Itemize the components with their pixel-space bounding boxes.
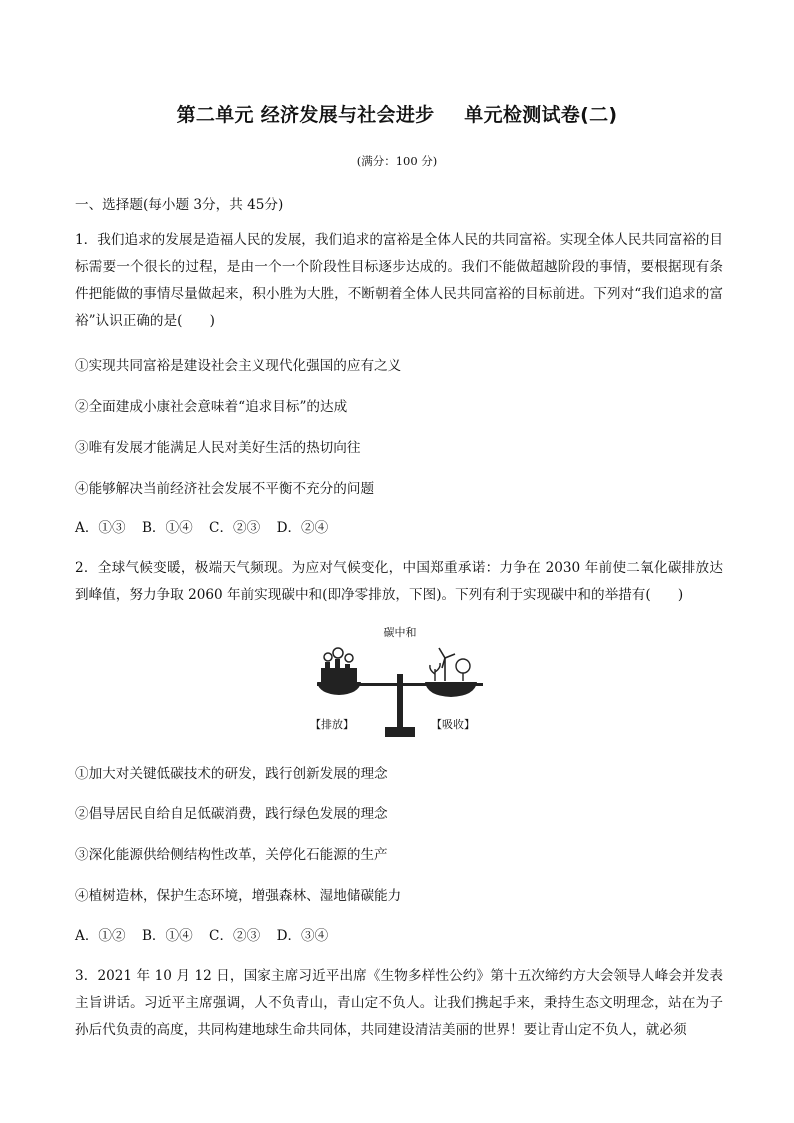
question-2-option: ③深化能源供给侧结构性改革，关停化石能源的生产 [75,847,388,863]
question-1-option: ④能够解决当前经济社会发展不平衡不充分的问题 [75,481,375,497]
wind-turbine-icon [439,648,455,681]
page-title [0,100,794,127]
question-2-choices [75,924,723,944]
full-score: (满分：100 分) [356,154,438,168]
absorption-label: 【吸收】 [431,718,475,731]
question-2-option: ④植树造林，保护生态环境，增强森林、湿地储碳能力 [75,888,402,904]
tree-icon [456,659,470,681]
choice-c: C．②③ [209,520,261,536]
choice-d: D．③④ [276,928,329,944]
choice-b: B．①④ [141,520,193,536]
figure-caption: 碳中和 [383,626,417,639]
plant-icon [430,663,440,681]
choice-a: A．①② [75,928,126,944]
title-test: 单元检测试卷(二) [464,104,618,126]
question-1-choices [75,516,723,536]
question-3-stem: 3．2021 年 10 月 12 日，国家主席习近平出席《生物多样性公约》第十五次缔约方大会领导人峰会并发表主旨讲话。习近平主席强调，人不负青山，青山定不负人。让我们携起手来，秉持生态文明理念，站在为子孙后代负责的高度，共同构建地球生命共同体，共同建设清洁美丽的世界！要让青山定不负人，就必须 [75,968,723,1038]
choice-b: B．①④ [141,928,193,944]
question-1-option: ③唯有发展才能满足人民对美好生活的热切向往 [75,440,361,456]
factory-icon [321,648,357,682]
right-bowl [425,682,477,697]
question-1-option: ①实现共同富裕是建设社会主义现代化强国的应有之义 [75,358,402,374]
emission-label: 【排放】 [310,718,354,731]
section-heading: 一、选择题(每小题 3分，共 45分) [75,197,284,213]
question-2-stem: 2．全球气候变暖，极端天气频现。为应对气候变化，中国郑重承诺：力争在 2030 年前使二氧化碳排放达到峰值，努力争取 2060 年前实现碳中和(即净零排放，下图)。下列有利于实现碳中和的举措有( ) [75,560,723,603]
question-2-option: ②倡导居民自给自足低碳消费，践行绿色发展的理念 [75,806,388,822]
choice-d: D．②④ [276,520,329,536]
choice-a: A．①③ [75,520,126,536]
question-1-option: ②全面建成小康社会意味着“追求目标”的达成 [75,399,348,415]
title-topic: 经济发展与社会进步 [260,104,435,126]
question-2-option: ①加大对关键低碳技术的研发，践行创新发展的理念 [75,766,388,782]
choice-c: C．②③ [209,928,261,944]
question-1-stem: 1．我们追求的发展是造福人民的发展，我们追求的富裕是全体人民的共同富裕。实现全体人民共同富裕的目标需要一个很长的过程，是由一个一个阶段性目标逐步达成的。我们不能做超越阶段的事情，要根据现有条件把能做的事情尽量做起来，积小胜为大胜，不断朝着全体人民共同富裕的目标前进。下列对“我们追求的富裕”认识正确的是( ) [75,232,723,329]
left-bowl [317,682,361,695]
title-unit: 第二单元 [176,104,254,126]
carbon-neutral-figure [305,624,495,742]
